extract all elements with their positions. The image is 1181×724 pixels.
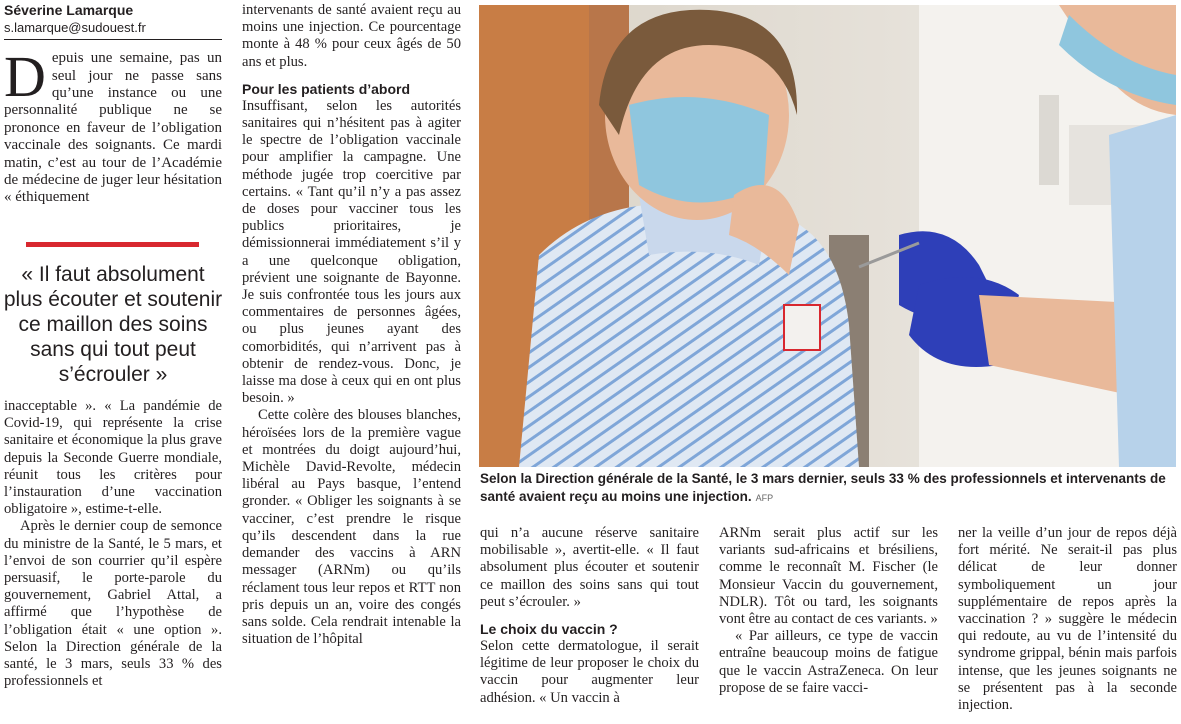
paragraph: Insuffisant, selon les autorités sanitaires qui n’hésitent pas à agiter le spectre de l’obligation vaccinale pour amplifier la campagne. Une méthode jugée trop coercitive par certains. « Tant qu’il n’y a pas assez de doses pour vacciner tous les publics prioritaires, je démissionnerai immédiatement s’il y a une quelconque obligation, prévient une soignante de Bayonne. Je suis confrontée tous les jours aux commentaires de personnes âgées, ou plus jeunes ayant des comorbidités, qui n’arrivent pas à obtenir de rendez-vous. Donc, je laisse ma dose à ceux qui en ont plus besoin. » bbox=[242, 97, 461, 407]
subhead: Le choix du vaccin ? bbox=[480, 621, 618, 638]
subhead: Pour les patients d’abord bbox=[242, 80, 411, 97]
paragraph: ARNm serait plus actif sur les variants sud-africains et brésiliens, comme le reconnaît M. Fischer (le Monsieur Vaccin du gouvernement, NDLR). Tôt ou tard, les soignants vont être au contact de ces variants. » bbox=[719, 525, 938, 628]
column-5 bbox=[958, 525, 1177, 714]
paragraph: Selon cette dermatologue, il serait légitime de leur proposer le choix du vaccin pour augmenter leur adhésion. « Un vaccin à bbox=[480, 638, 699, 706]
pull-quote-rule bbox=[26, 242, 199, 247]
column-4 bbox=[719, 525, 938, 697]
paragraph: ner la veille d’un jour de repos déjà fort mérité. Ne serait-il pas plus délicat de leur donner symboliquement un jour supplémentaire de repos après la vaccination ? » suggère le médecin qui redoute, au vu de l’intensité du syndrome grippal, bénin mais parfois intense, que les jeunes soignants ne se présentent pas à la seconde injection. bbox=[958, 525, 1177, 714]
author-rule bbox=[4, 39, 222, 40]
paragraph: qui n’a aucune réserve sanitaire mobilisable », avertit-elle. « Il faut absolument plus écouter et soutenir ce maillon des soins sans qui tout peut s’écrouler. » bbox=[480, 525, 699, 610]
author-email[interactable]: s.lamarque@sudouest.fr bbox=[4, 20, 146, 36]
photo-vaccination bbox=[479, 5, 1176, 467]
intro-text: epuis une semaine, pas un seul jour ne passe sans qu’une instance ou une personnalité publique ne se prononce en faveur de l’obligation vaccinale des soignants. Ce mardi matin, c’est au tour de l’Académie de médecine de juger leur hésitation « éthiquement bbox=[4, 50, 222, 206]
paragraph: Cette colère des blouses blanches, héroïsées lors de la première vague et montrées du doigt aujourd’hui, Michèle David-Revolte, médecin libéral au Pays basque, l’entend gronder. « Obliger les soignants à se vacciner, c’est prendre le risque qu’ils descendent dans la rue demander des vaccins à ARN messager (ARNm) ou qu’ils réclament tous leur repos et RTT non pris depuis un an, voire des congés sans solde. Cela rendrait intenable la situation de l’hôpital bbox=[242, 407, 461, 648]
pull-quote: « Il faut absolument plus écouter et soutenir ce maillon des soins sans qui tout peut s’écrouler » bbox=[3, 263, 223, 386]
intro-paragraph bbox=[4, 44, 222, 207]
photo-credit: AFP bbox=[755, 493, 774, 503]
paragraph: « Par ailleurs, ce type de vaccin entraîne beaucoup moins de fatigue que le vaccin AstraZeneca. On leur propose de se faire vacci- bbox=[719, 628, 938, 696]
column-1-lower bbox=[4, 398, 222, 690]
column-2 bbox=[242, 2, 461, 648]
photo bbox=[479, 5, 1176, 467]
caption-text: Selon la Direction générale de la Santé, le 3 mars dernier, seuls 33 % des professionnels et intervenants de santé avaient reçu au moins une injection. bbox=[480, 471, 1166, 504]
column-3 bbox=[480, 525, 699, 707]
paragraph: inacceptable ». « La pandémie de Covid-19, qui représente la crise sanitaire et économique la plus grave depuis la Seconde Guerre mondiale, réunit tous les critères pour l’instauration d’une vaccination obligatoire », estime-t-elle. bbox=[4, 398, 222, 518]
paragraph: Après le dernier coup de semonce du ministre de la Santé, le 5 mars, et l’envoi de son courrier qu’il espère persuasif, le porte-parole du gouvernement, Gabriel Attal, a affirmé que l’hypothèse de l’obligation était « une option ». Selon la Direction générale de la santé, le 3 mars, seuls 33 % des professionnels et bbox=[4, 518, 222, 690]
author-name: Séverine Lamarque bbox=[4, 2, 134, 18]
column-1 bbox=[4, 0, 222, 207]
paragraph: intervenants de santé avaient reçu au moins une injection. Ce pourcentage monte à 48 % pour ceux âgés de 50 ans et plus. bbox=[242, 2, 461, 70]
dropcap: D bbox=[4, 44, 46, 110]
photo-caption bbox=[480, 470, 1170, 507]
